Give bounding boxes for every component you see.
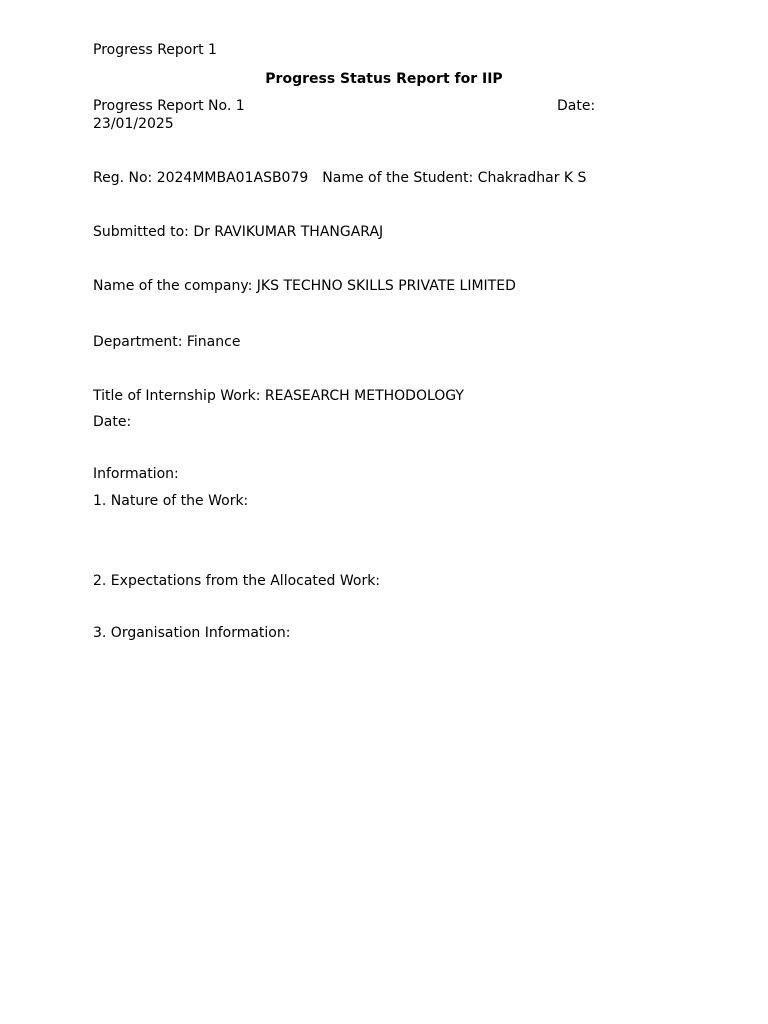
department: Department: Finance [93,334,241,350]
progress-report-number: Progress Report No. 1 [93,98,245,114]
company-name: Name of the company: JKS TECHNO SKILLS PRIVATE LIMITED [93,278,516,294]
internship-title: Title of Internship Work: REASEARCH METHODOLOGY [93,388,464,404]
registration-number: Reg. No: 2024MMBA01ASB079 [93,170,309,186]
reg-student-line [93,169,586,187]
date-label: Date: [557,98,596,114]
information-heading: Information: [93,466,179,482]
info-item-expectations: 2. Expectations from the Allocated Work: [93,573,381,589]
report-title: Progress Status Report for IIP [265,71,503,87]
info-item-nature-of-work: 1. Nature of the Work: [93,493,249,509]
info-item-organisation: 3. Organisation Information: [93,625,291,641]
submitted-to: Submitted to: Dr RAVIKUMAR THANGARAJ [93,224,384,240]
date-value: 23/01/2025 [93,116,174,132]
running-title: Progress Report 1 [93,42,217,58]
student-name: Name of the Student: Chakradhar K S [322,170,587,186]
second-date-label: Date: [93,414,132,430]
